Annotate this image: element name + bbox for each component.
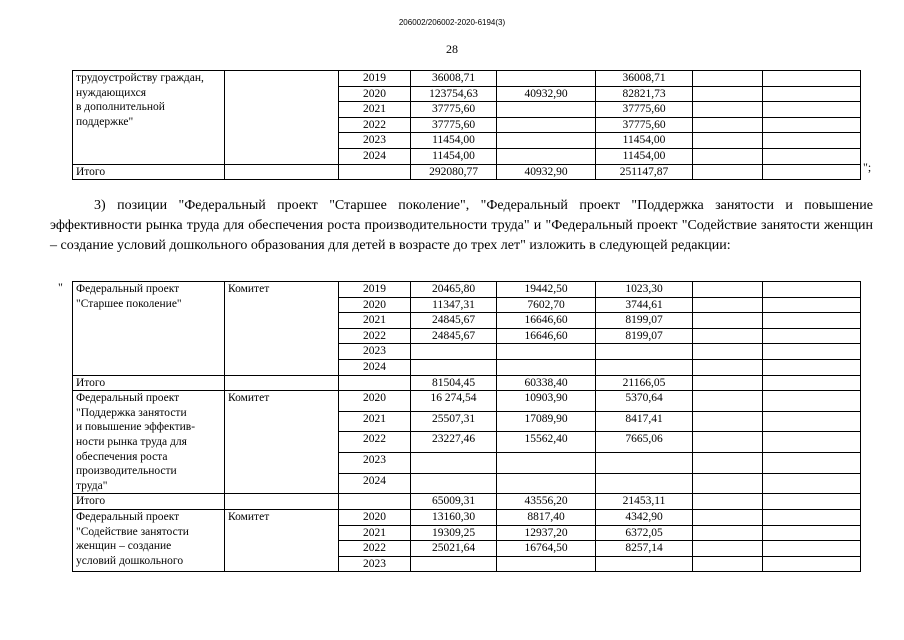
empty-cell	[763, 164, 861, 180]
federal-cell: 16646,60	[497, 313, 596, 329]
total-cell: 13160,30	[411, 509, 497, 525]
total-cell: 36008,71	[411, 71, 497, 87]
federal-cell: 7602,70	[497, 297, 596, 313]
year-cell: 2023	[339, 453, 411, 474]
federal-cell: 8817,40	[497, 509, 596, 525]
empty-cell	[763, 432, 861, 453]
empty-cell	[693, 494, 763, 510]
project-name-line: труда"	[76, 479, 108, 492]
regional-cell: 251147,87	[596, 164, 693, 180]
empty-cell	[763, 391, 861, 412]
project-name-line: Федеральный проект	[76, 283, 180, 295]
empty-cell	[693, 359, 763, 375]
project-name-line: "Содействие занятости	[76, 525, 189, 538]
regional-cell: 82821,73	[596, 86, 693, 102]
empty-cell	[763, 525, 861, 541]
regional-cell	[596, 473, 693, 494]
federal-cell	[497, 71, 596, 87]
total-cell: 81504,45	[411, 375, 497, 391]
regional-cell: 7665,06	[596, 432, 693, 453]
year-cell: 2022	[339, 432, 411, 453]
year-cell: 2022	[339, 541, 411, 557]
empty-cell	[763, 411, 861, 432]
total-label: Итого	[73, 164, 225, 180]
empty-cell	[693, 432, 763, 453]
year-cell: 2021	[339, 313, 411, 329]
page-number: 28	[446, 42, 458, 56]
year-cell: 2020	[339, 509, 411, 525]
total-cell: 11454,00	[411, 133, 497, 149]
empty-cell	[693, 556, 763, 572]
project-name-line: трудоустройству граждан,	[76, 72, 204, 84]
empty-cell	[693, 344, 763, 360]
federal-cell	[497, 556, 596, 572]
federal-cell	[497, 117, 596, 133]
empty-cell	[225, 494, 339, 510]
year-cell: 2023	[339, 133, 411, 149]
regional-cell: 36008,71	[596, 71, 693, 87]
total-cell: 25507,31	[411, 411, 497, 432]
total-cell: 65009,31	[411, 494, 497, 510]
empty-cell	[763, 71, 861, 87]
budget-table-projects	[72, 281, 861, 572]
empty-cell	[339, 375, 411, 391]
document-code: 206002/206002-2020-6194(3)	[398, 18, 506, 27]
regional-cell: 11454,00	[596, 133, 693, 149]
total-label: Итого	[73, 375, 225, 391]
regional-cell	[596, 556, 693, 572]
project-name-line: и повышение эффектив-	[76, 421, 196, 434]
project-name-cell	[73, 391, 225, 494]
empty-cell	[763, 344, 861, 360]
empty-cell	[763, 328, 861, 344]
regional-cell	[596, 359, 693, 375]
empty-cell	[763, 375, 861, 391]
empty-cell	[693, 282, 763, 298]
project-name-line: женщин – создание	[76, 540, 172, 553]
total-cell: 11347,31	[411, 297, 497, 313]
federal-cell: 15562,40	[497, 432, 596, 453]
empty-cell	[693, 102, 763, 118]
year-cell: 2020	[339, 297, 411, 313]
project-name-line: производительности	[76, 465, 177, 478]
executor-cell: Комитет	[225, 509, 339, 571]
federal-cell: 40932,90	[497, 86, 596, 102]
federal-cell	[497, 148, 596, 164]
project-name-line: ности рынка труда для	[76, 435, 187, 448]
project-name-line: условий дошкольного	[76, 554, 184, 567]
empty-cell	[763, 473, 861, 494]
regional-cell: 6372,05	[596, 525, 693, 541]
empty-cell	[225, 164, 339, 180]
project-name-line: Федеральный проект	[76, 392, 180, 405]
empty-cell	[763, 282, 861, 298]
empty-cell	[693, 525, 763, 541]
total-cell: 16 274,54	[411, 391, 497, 412]
year-cell: 2023	[339, 344, 411, 360]
budget-table-top	[72, 70, 861, 180]
empty-cell	[763, 541, 861, 557]
year-cell: 2021	[339, 525, 411, 541]
total-cell: 11454,00	[411, 148, 497, 164]
project-name-cell	[73, 71, 225, 165]
empty-cell	[763, 86, 861, 102]
total-row	[73, 494, 861, 510]
year-cell: 2022	[339, 328, 411, 344]
regional-cell: 8417,41	[596, 411, 693, 432]
empty-cell	[693, 541, 763, 557]
regional-cell: 21453,11	[596, 494, 693, 510]
federal-cell	[497, 473, 596, 494]
table-row	[73, 391, 861, 412]
total-cell: 37775,60	[411, 117, 497, 133]
project-name-line: нуждающихся	[76, 86, 147, 99]
project-name-line: "Старшее поколение"	[76, 297, 182, 310]
regional-cell: 8257,14	[596, 541, 693, 557]
regional-cell: 11454,00	[596, 148, 693, 164]
regional-cell: 1023,30	[596, 282, 693, 298]
total-cell: 37775,60	[411, 102, 497, 118]
federal-cell: 10903,90	[497, 391, 596, 412]
total-cell	[411, 359, 497, 375]
year-cell: 2024	[339, 473, 411, 494]
empty-cell	[693, 411, 763, 432]
federal-cell: 16764,50	[497, 541, 596, 557]
year-cell: 2019	[339, 71, 411, 87]
federal-cell	[497, 344, 596, 360]
empty-cell	[693, 313, 763, 329]
empty-cell	[693, 117, 763, 133]
executor-cell: Комитет	[225, 282, 339, 376]
table-row	[73, 509, 861, 525]
total-cell: 292080,77	[411, 164, 497, 180]
year-cell: 2023	[339, 556, 411, 572]
empty-cell	[763, 117, 861, 133]
empty-cell	[693, 328, 763, 344]
empty-cell	[693, 297, 763, 313]
paragraph-text: 3) позиции "Федеральный проект "Старшее поколение", "Федеральный проект "Поддержка занятости и повышение эффективности рынка труда для обеспечения роста производительности труда" и "Федеральный проект "Содействие занятости женщин – создание условий дошкольного образования для детей в возрасте до трех лет" изложить в следующей редакции:	[50, 198, 873, 253]
regional-cell	[596, 453, 693, 474]
federal-cell: 12937,20	[497, 525, 596, 541]
empty-cell	[763, 297, 861, 313]
total-cell	[411, 344, 497, 360]
table-row	[73, 282, 861, 298]
empty-cell	[763, 359, 861, 375]
federal-cell: 17089,90	[497, 411, 596, 432]
total-cell: 25021,64	[411, 541, 497, 557]
executor-cell	[225, 71, 339, 165]
year-cell: 2020	[339, 391, 411, 412]
federal-cell: 43556,20	[497, 494, 596, 510]
project-name-line: Федеральный проект	[76, 510, 180, 523]
empty-cell	[693, 453, 763, 474]
project-name-line: обеспечения роста	[76, 450, 168, 463]
total-row	[73, 164, 861, 180]
federal-cell	[497, 133, 596, 149]
total-cell: 123754,63	[411, 86, 497, 102]
empty-cell	[763, 453, 861, 474]
empty-cell	[693, 473, 763, 494]
table-row	[73, 71, 861, 87]
empty-cell	[693, 164, 763, 180]
total-cell	[411, 473, 497, 494]
regional-cell: 3744,61	[596, 297, 693, 313]
total-cell: 20465,80	[411, 282, 497, 298]
federal-cell	[497, 102, 596, 118]
regional-cell: 8199,07	[596, 313, 693, 329]
regional-cell: 5370,64	[596, 391, 693, 412]
total-label: Итого	[73, 494, 225, 510]
empty-cell	[763, 313, 861, 329]
empty-cell	[763, 148, 861, 164]
regional-cell: 21166,05	[596, 375, 693, 391]
regional-cell: 37775,60	[596, 102, 693, 118]
empty-cell	[693, 71, 763, 87]
total-row	[73, 375, 861, 391]
total-cell	[411, 453, 497, 474]
empty-cell	[763, 509, 861, 525]
project-name-line: в дополнительной	[76, 101, 165, 114]
project-name-cell	[73, 282, 225, 376]
regional-cell	[596, 344, 693, 360]
federal-cell: 40932,90	[497, 164, 596, 180]
total-cell: 19309,25	[411, 525, 497, 541]
year-cell: 2024	[339, 148, 411, 164]
federal-cell: 16646,60	[497, 328, 596, 344]
empty-cell	[763, 556, 861, 572]
empty-cell	[339, 164, 411, 180]
project-name-line: "Поддержка занятости	[76, 406, 187, 419]
regional-cell: 4342,90	[596, 509, 693, 525]
total-cell	[411, 556, 497, 572]
total-cell: 24845,67	[411, 328, 497, 344]
year-cell: 2024	[339, 359, 411, 375]
regional-cell: 8199,07	[596, 328, 693, 344]
closing-quote: ";	[863, 160, 872, 174]
total-cell: 23227,46	[411, 432, 497, 453]
total-cell: 24845,67	[411, 313, 497, 329]
executor-cell: Комитет	[225, 391, 339, 494]
regional-cell: 37775,60	[596, 117, 693, 133]
federal-cell: 19442,50	[497, 282, 596, 298]
empty-cell	[339, 494, 411, 510]
empty-cell	[693, 509, 763, 525]
amendment-paragraph	[50, 196, 873, 256]
federal-cell	[497, 453, 596, 474]
year-cell: 2022	[339, 117, 411, 133]
year-cell: 2020	[339, 86, 411, 102]
empty-cell	[693, 375, 763, 391]
empty-cell	[763, 133, 861, 149]
empty-cell	[693, 148, 763, 164]
empty-cell	[693, 86, 763, 102]
federal-cell	[497, 359, 596, 375]
year-cell: 2021	[339, 411, 411, 432]
empty-cell	[225, 375, 339, 391]
empty-cell	[693, 133, 763, 149]
project-name-line: поддержке"	[76, 115, 134, 128]
empty-cell	[763, 102, 861, 118]
federal-cell: 60338,40	[497, 375, 596, 391]
empty-cell	[763, 494, 861, 510]
year-cell: 2021	[339, 102, 411, 118]
year-cell: 2019	[339, 282, 411, 298]
project-name-cell	[73, 509, 225, 571]
empty-cell	[693, 391, 763, 412]
opening-quote: "	[58, 280, 63, 294]
